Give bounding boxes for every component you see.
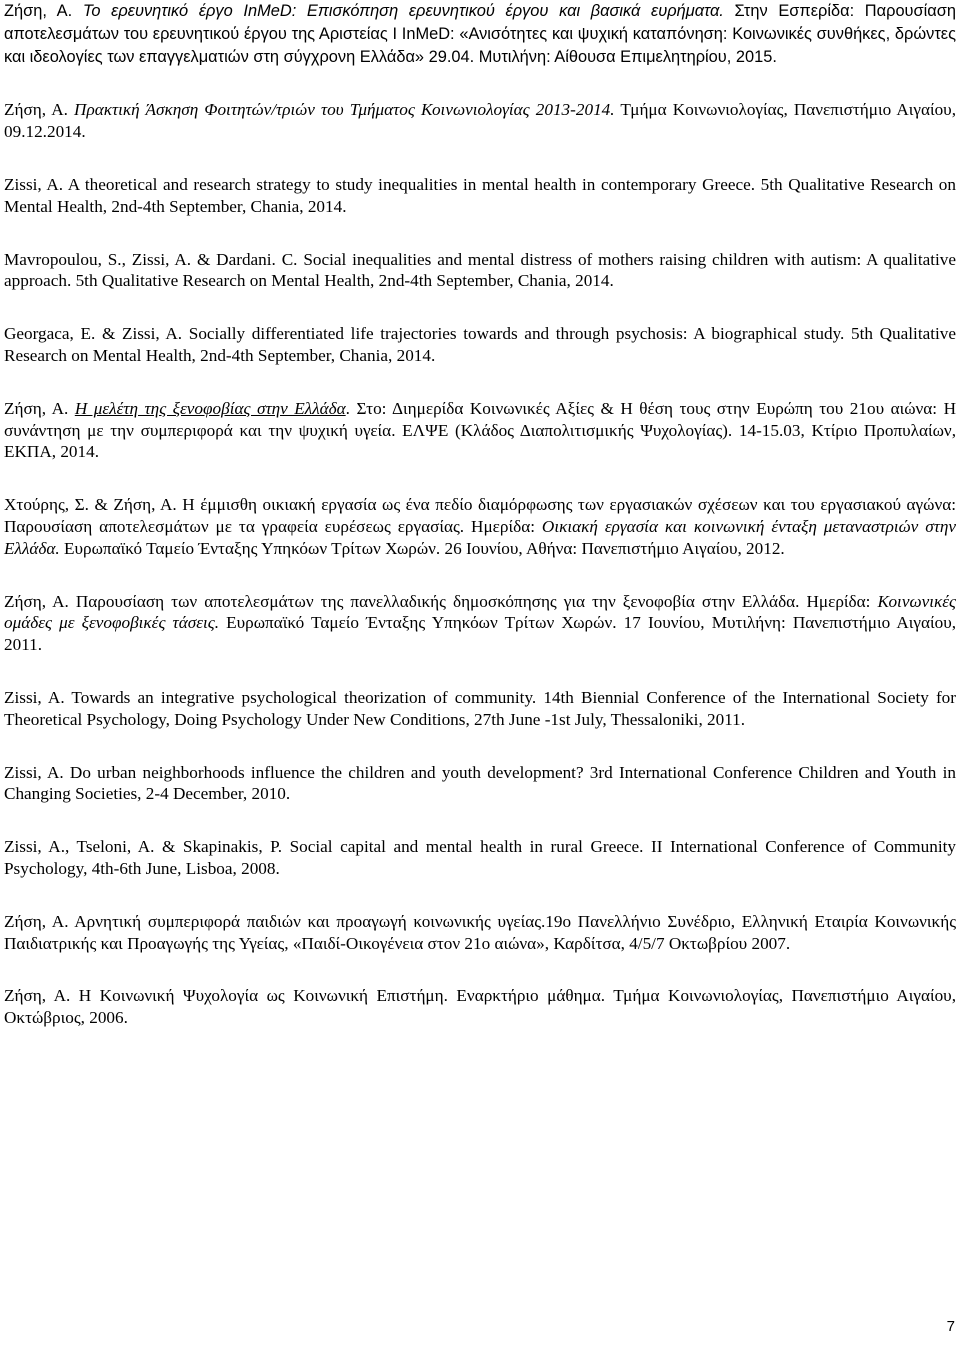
reference-text: Zissi, A. Towards an integrative psychological theorization of community. 14th Biennial Conference of the International Society for Theoretical Psychology, Doing Psychology Under New Conditions, 27th June -1st July, Thessaloniki, 2011. [4, 687, 956, 729]
reference-entry [4, 687, 956, 731]
reference-text: Georgaca, E. & Zissi, A. Socially differentiated life trajectories towards and through psychosis: A biographical study. 5th Qualitative Research on Mental Health, 2nd-4th September, Chania, 2014. [4, 324, 956, 365]
reference-entry [4, 398, 956, 463]
page-number: 7 [946, 1318, 955, 1335]
reference-text: Ευρωπαϊκό Ταμείο Ένταξης Υπηκόων Τρίτων Χωρών. 17 Ιουνίου, Μυτιλήνη: Πανεπιστήμιο Αιγαίου, 2011. [4, 613, 956, 655]
reference-text: Στην Εσπερίδα: Παρουσίαση αποτελεσμάτων του ερευνητικού έργου της Αριστείας Ι InMeD: «Ανισότητες και ψυχική καταπόνηση: Κοινωνικές συνθήκες, δρώντες και ιδεολογίες των επαγγελματιών στη σύγχρονη Ελλάδα» 29.04. Μυτιλήνη: Αίθουσα Επιμελητηρίου, 2015. [4, 2, 956, 66]
reference-text: Η μελέτη της ξενοφοβίας στην Ελλάδα [74, 398, 346, 418]
reference-text: Zissi, A. Do urban neighborhoods influence the children and youth development? 3rd International Conference Children and Youth in Changing Societies, 2-4 December, 2010. [4, 762, 956, 804]
reference-text: Κοινωνικές ομάδες με ξενοφοβικές τάσεις. [4, 591, 956, 633]
reference-text: Ζήση, Α. Η Κοινωνική Ψυχολογία ως Κοινωνική Επιστήμη. Εναρκτήριο μάθημα. Τμήμα Κοινωνιολογίας, Πανεπιστήμιο Αιγαίου, Οκτώβριος, 2006. [4, 986, 956, 1028]
reference-text: . Στο: Διημερίδα Κοινωνικές Αξίες & Η θέση τους στην Ευρώπη του 21ου αιώνα: Η συνάντηση με την συμπεριφορά και την ψυχική υγεία. ΕΛΨΕ (Κλάδος Διαπολιτισμικής Ψυχολογίας). 14-15.03, Κτίριο Προπυλαίων, ΕΚΠΑ, 2014. [4, 398, 956, 462]
reference-entry [4, 99, 956, 143]
reference-entry [4, 0, 956, 68]
reference-text: Zissi, A. A theoretical and research strategy to study inequalities in mental health in contemporary Greece. 5th Qualitative Research on Mental Health, 2nd-4th September, Chania, 2014. [4, 174, 956, 216]
reference-text: Mavropoulou, S., Zissi, A. & Dardani. C. Social inequalities and mental distress of mothers raising children with autism: A qualitative approach. 5th Qualitative Research on Mental Health, 2nd-4th September, Chania, 2014. [4, 249, 956, 291]
reference-entry [4, 174, 956, 218]
reference-entry [4, 494, 956, 559]
reference-text: Οικιακή εργασία και κοινωνική ένταξη μεταναστριών στην Ελλάδα. [4, 516, 957, 558]
reference-text: Ζήση, Α. [4, 100, 75, 120]
reference-entry [4, 985, 956, 1029]
reference-entry [4, 591, 956, 656]
reference-text: Χτούρης, Σ. & Ζήση, Α. Η έμμισθη οικιακή εργασία ως ένα πεδίο διαμόρφωσης των εργασιακών σχέσεων και του εργασιακού αγώνα: Παρουσίαση αποτελεσμάτων με τα γραφεία ευρέσεως εργασίας. Ημερίδα: [4, 495, 956, 536]
reference-text: Το ερευνητικό έργο InMeD: Επισκόπηση ερευνητικού έργου και βασικά ευρήματα. [82, 2, 724, 20]
reference-text: Πρακτική Άσκηση Φοιτητών/τριών του Τμήματος Κοινωνιολογίας 2013-2014. [74, 100, 615, 120]
reference-text: Ευρωπαϊκό Ταμείο Ένταξης Υπηκόων Τρίτων Χωρών. 26 Ιουνίου, Αθήνα: Πανεπιστήμιο Αιγαίου, 2012. [59, 538, 785, 558]
reference-text: Τμήμα Κοινωνιολογίας, Πανεπιστήμιο Αιγαίου, 09.12.2014. [4, 100, 956, 142]
reference-text: Ζήση, Α. Αρνητική συμπεριφορά παιδιών και προαγωγή κοινωνικής υγείας.19ο Πανελλήνιο Συνέδριο, Ελληνική Εταιρία Κοινωνικής Παιδιατρικής και Προαγωγής της Υγείας, «Παιδί-Οικογένεια στον 21ο αιώνα», Καρδίτσα, 4/5/7 Οκτωβρίου 2007. [4, 911, 956, 953]
reference-text: Ζήση, Α. Παρουσίαση των αποτελεσμάτων της πανελλαδικής δημοσκόπησης για την ξενοφοβία στην Ελλάδα. Ημερίδα: [4, 591, 878, 611]
reference-text: Zissi, A., Tseloni, A. & Skapinakis, P. Social capital and mental health in rural Greece. II International Conference of Community Psychology, 4th-6th June, Lisboa, 2008. [4, 837, 956, 878]
reference-entry [4, 762, 956, 806]
reference-entry [4, 249, 956, 293]
reference-list [4, 0, 956, 1060]
reference-text: Ζήση, Α. [4, 398, 75, 418]
reference-entry [4, 911, 956, 955]
reference-text: Ζήση, Α. [4, 2, 83, 20]
reference-entry [4, 323, 956, 367]
reference-entry [4, 836, 956, 880]
